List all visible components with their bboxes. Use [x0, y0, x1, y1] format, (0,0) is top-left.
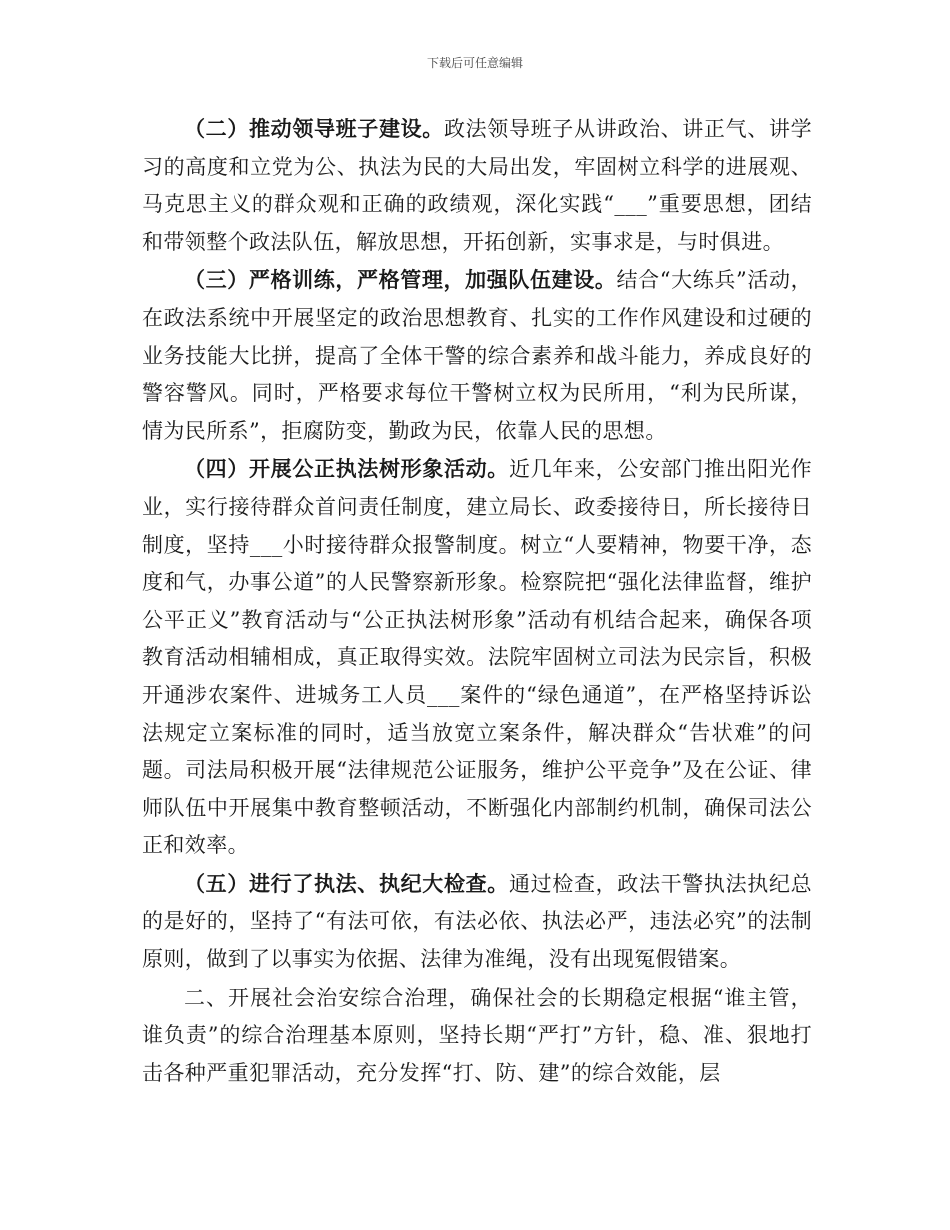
paragraph-text: 政法领导班子从讲政治、讲正气、讲学习的高度和立党为公、执法为民的大局出发，牢固树立科学的进展观、马克思主义的群众观和正确的政绩观，深化实践“___”重要思想，团结和带领整个政法队伍，解放思想，开拓创新，实事求是，与时俱进。 — [142, 117, 812, 254]
paragraph-fair-enforcement — [142, 450, 812, 865]
paragraph-heading: （三）严格训练，严格管理，加强队伍建设。 — [184, 267, 617, 293]
paragraph-heading: （四）开展公正执法树形象活动。 — [184, 456, 509, 482]
page-header: 下载后可任意编辑 — [426, 56, 523, 70]
paragraph-text: 结合“大练兵”活动，在政法系统中开展坚定的政治思想教育、扎实的工作作风建设和过硬的业务技能大比拼，提高了全体干警的综合素养和战斗能力，养成良好的警容警风。同时，严格要求每位干警树立权为民所用，“利为民所谋，情为民所系”，拒腐防变，勤政为民，依靠人民的思想。 — [142, 268, 812, 443]
paragraph-inspection — [142, 865, 812, 979]
paragraph-text: 通过检查，政法干警执法执纪总的是好的，坚持了“有法可依，有法必依、执法必严，违法必究”的法制原则，做到了以事实为依据、法律为准绳，没有出现冤假错案。 — [142, 871, 812, 972]
paragraph-text: 二、开展社会治安综合治理，确保社会的长期稳定根据“谁主管，谁负责”的综合治理基本原则，坚持长期“严打”方针，稳、准、狠地打击各种严重犯罪活动，充分发挥“打、防、建”的综合效能，层 — [142, 985, 812, 1085]
paragraph-text: 近几年来，公安部门推出阳光作业，实行接待群众首问责任制度，建立局长、政委接待日，所长接待日制度，坚持___小时接待群众报警制度。树立“人要精神，物要干净，态度和气，办事公道”的人民警察新形象。检察院把“强化法律监督，维护公平正义”教育活动与“公正执法树形象”活动有机结合起来，确保各项教育活动相辅相成，真正取得实效。法院牢固树立司法为民宗旨，积极开通涉农案件、进城务工人员___案件的“绿色通道”，在严格坚持诉讼法规定立案标准的同时，适当放宽立案条件，解决群众“告状难”的问题。司法局积极开展“法律规范公证服务，维护公平竞争”及在公证、律师队伍中开展集中教育整顿活动，不断强化内部制约机制，确保司法公正和效率。 — [142, 457, 812, 858]
paragraph-heading: （五）进行了执法、执纪大检查。 — [184, 870, 509, 896]
paragraph-team-training — [142, 261, 812, 450]
paragraph-leadership-building — [142, 110, 812, 261]
paragraph-heading: （二）推动领导班子建设。 — [184, 116, 444, 141]
paragraph-public-security — [142, 979, 812, 1093]
document-body — [142, 110, 812, 1092]
